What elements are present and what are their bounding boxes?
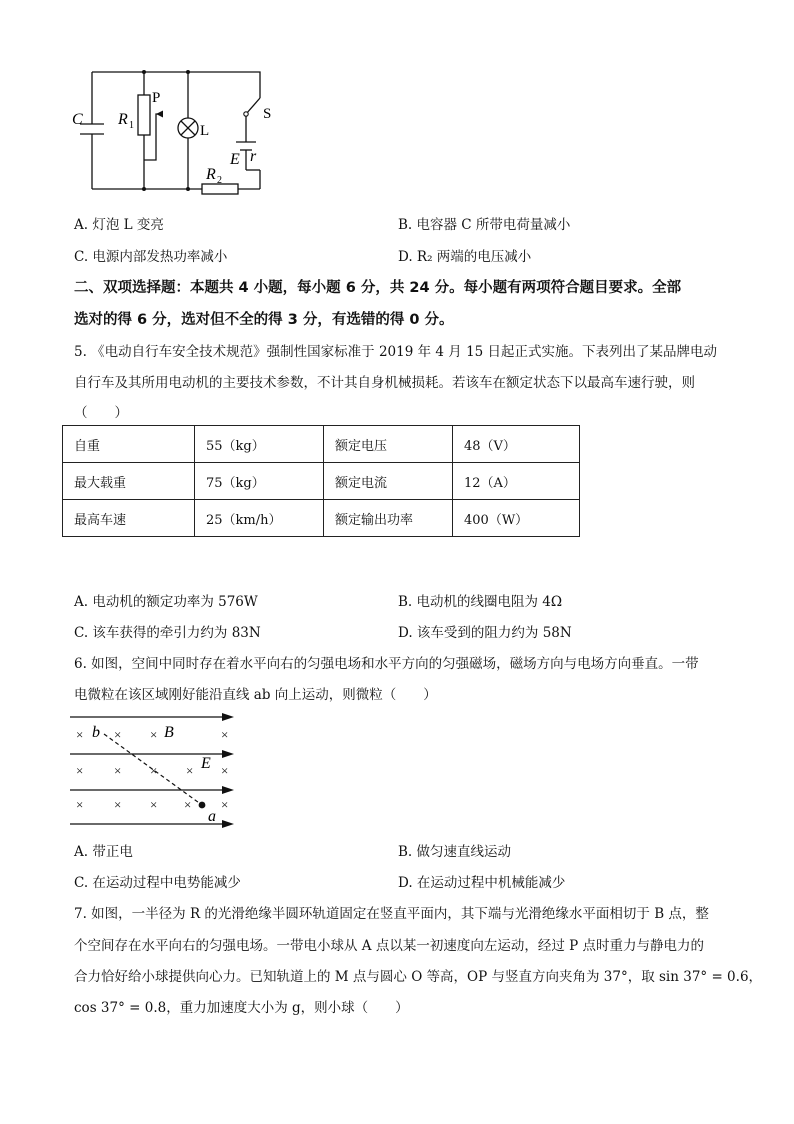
circuit-diagram (60, 62, 280, 202)
table-cell: 额定输出功率 (324, 500, 453, 537)
field-cross-mark: × (114, 727, 122, 742)
q6-option-d: D. 在运动过程中机械能减少 (398, 875, 566, 891)
q6-stem-line1: 6. 如图，空间中同时存在着水平向右的匀强电场和水平方向的匀强磁场，磁场方向与电场方向垂直。一带 (74, 656, 699, 672)
table-cell: 最高车速 (63, 500, 195, 537)
label-b-point: b (92, 724, 100, 741)
q5-option-d: D. 该车受到的阻力约为 58N (398, 625, 572, 641)
table-cell: 自重 (63, 426, 195, 463)
table-row (63, 463, 580, 500)
label-r: r (250, 148, 257, 165)
q5-option-c: C. 该车获得的牵引力约为 83N (74, 625, 261, 641)
q5-option-a: A. 电动机的额定功率为 576W (74, 594, 258, 610)
q5-stem-line1: 5. 《电动自行车安全技术规范》强制性国家标准于 2019 年 4 月 15 日起正式实施。下表列出了某品牌电动 (74, 344, 718, 360)
label-r1-sub: 1 (129, 120, 134, 131)
spec-table (62, 425, 580, 537)
field-cross-mark: × (76, 797, 84, 812)
field-cross-mark: × (221, 763, 229, 778)
field-cross-mark: × (184, 797, 192, 812)
label-r2: R (206, 166, 216, 183)
label-r1: R (118, 111, 128, 128)
label-electric-field: E (201, 755, 211, 772)
field-diagram (66, 706, 242, 830)
field-cross-mark: × (114, 763, 122, 778)
field-cross-mark: × (221, 797, 229, 812)
table-cell: 最大载重 (63, 463, 195, 500)
label-p: P (152, 90, 161, 106)
q6-option-c: C. 在运动过程中电势能减少 (74, 875, 241, 891)
table-cell: 25（km/h） (195, 500, 324, 537)
table-cell: 400（W） (453, 500, 580, 537)
label-e: E (230, 151, 240, 168)
field-cross-mark: × (76, 727, 84, 742)
table-cell: 48（V） (453, 426, 580, 463)
q4-option-a: A. 灯泡 L 变亮 (74, 217, 164, 233)
table-cell: 12（A） (453, 463, 580, 500)
q5-option-b: B. 电动机的线圈电阻为 4Ω (398, 594, 563, 610)
table-row (63, 426, 580, 463)
q4-option-c: C. 电源内部发热功率减小 (74, 249, 228, 265)
q7-stem-line3: 合力恰好给小球提供向心力。已知轨道上的 M 点与圆心 O 等高，OP 与竖直方向夹角为 37°，取 sin 37° = 0.6， (74, 969, 763, 985)
label-l: L (200, 123, 210, 139)
table-cell: 75（kg） (195, 463, 324, 500)
q5-stem-line3: （ ） (74, 405, 128, 421)
field-cross-mark: × (186, 763, 194, 778)
label-magnetic-field: B (164, 724, 174, 741)
q6-stem-line2: 电微粒在该区域刚好能沿直线 ab 向上运动，则微粒（ ） (74, 687, 437, 703)
q7-stem-line2: 个空间存在水平向右的匀强电场。一带电小球从 A 点以某一初速度向左运动，经过 P 点时重力与静电力的 (74, 938, 704, 954)
label-c: C (72, 111, 83, 128)
field-cross-mark: × (150, 727, 158, 742)
label-r2-sub: 2 (217, 175, 222, 186)
q6-option-b: B. 做匀速直线运动 (398, 844, 512, 860)
q5-stem-line2: 自行车及其所用电动机的主要技术参数，不计其自身机械损耗。若该车在额定状态下以最高车速行驶，则 (74, 375, 695, 391)
field-cross-mark: × (76, 763, 84, 778)
field-cross-mark: × (150, 763, 158, 778)
section-heading-line2: 选对的得 6 分，选对但不全的得 3 分，有选错的得 0 分。 (74, 312, 454, 328)
section-heading-line1: 二、双项选择题：本题共 4 小题，每小题 6 分，共 24 分。每小题有两项符合题目要求。全部 (74, 280, 682, 296)
table-cell: 额定电流 (324, 463, 453, 500)
label-a-point: a (208, 808, 216, 825)
table-cell: 额定电压 (324, 426, 453, 463)
q7-stem-line1: 7. 如图，一半径为 R 的光滑绝缘半圆环轨道固定在竖直平面内，其下端与光滑绝缘水平面相切于 B 点，整 (74, 906, 709, 922)
q6-option-a: A. 带正电 (74, 844, 133, 860)
q4-option-d: D. R₂ 两端的电压减小 (398, 249, 532, 265)
q7-stem-line4: cos 37° = 0.8，重力加速度大小为 g，则小球（ ） (74, 1000, 409, 1016)
field-cross-mark: × (221, 727, 229, 742)
label-s: S (263, 106, 272, 122)
field-cross-mark: × (114, 797, 122, 812)
table-row (63, 500, 580, 537)
table-cell: 55（kg） (195, 426, 324, 463)
q4-option-b: B. 电容器 C 所带电荷量减小 (398, 217, 571, 233)
field-cross-mark: × (150, 797, 158, 812)
